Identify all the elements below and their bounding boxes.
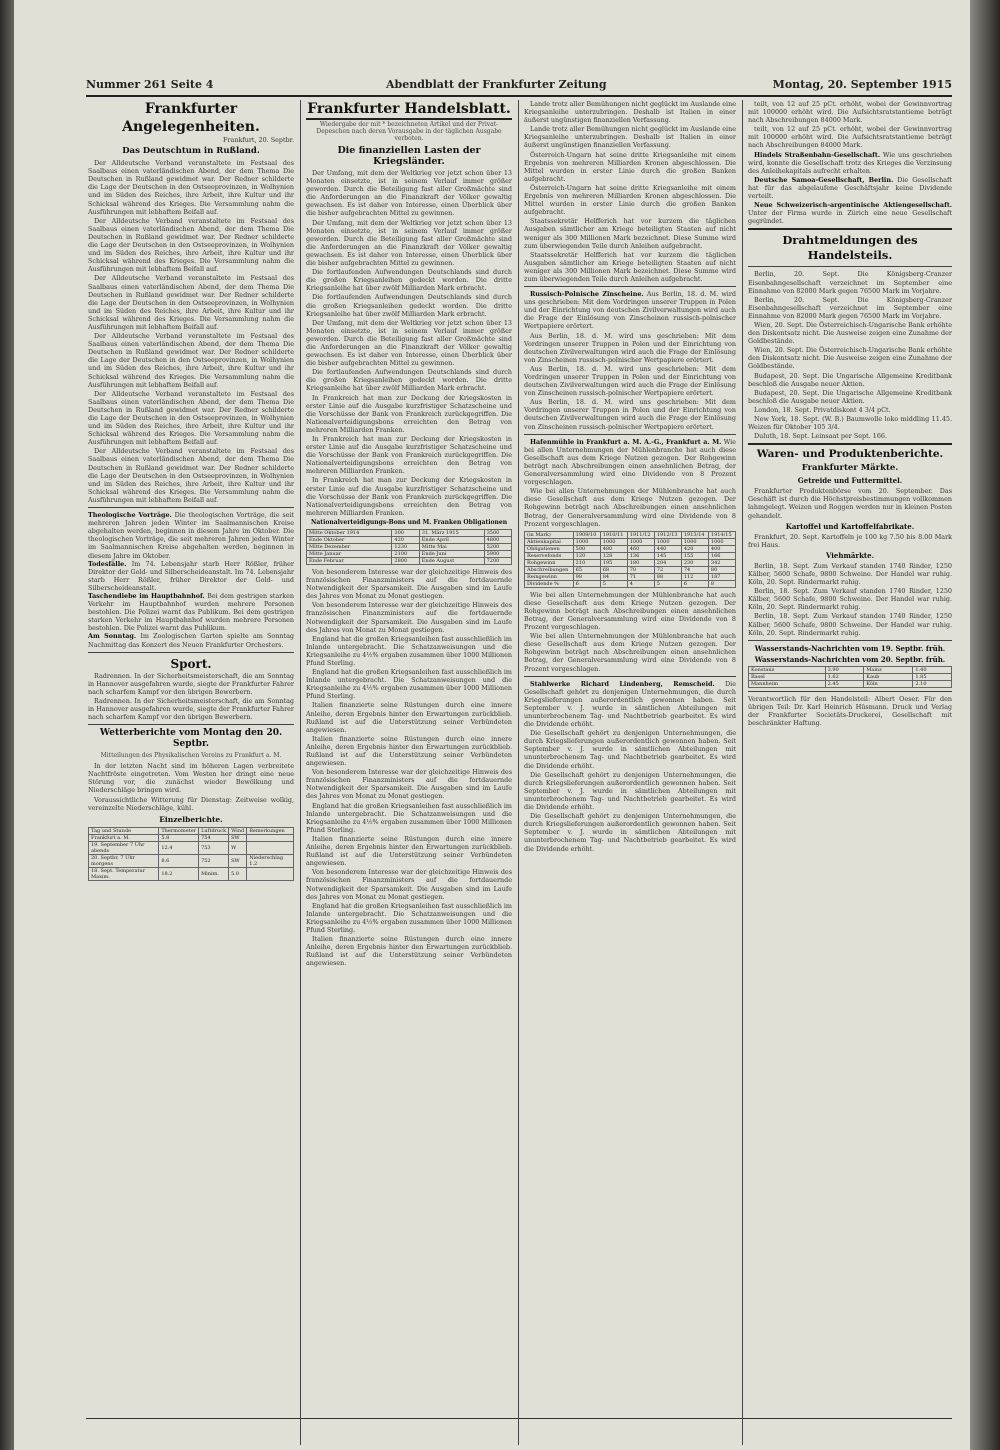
table-row: Obligationen 500 480 460 440 420 400 [525,545,736,552]
page-edge-shadow [970,0,1000,1450]
column-commerce-continued [524,100,736,1418]
company-report: Russisch-Polnische Zinscheine. Aus Berlin, 18. d. M. wird uns geschrieben: Mit dem Vordringen unserer Truppen in Polen und der Einrichtung von deutschen Zivilverwaltungen wird auch die Frage der Einlösung von Zinscheinen russisch-polnischer Wertpapiere erörtert. Aus Berlin, 18. d. M. wird uns geschrieben: Mit dem Vordringen unserer Truppen in Polen und der Einrichtung von deutschen Zivilverwaltungen wird auch die Frage der Einlösung von Zinscheinen russisch-polnischer Wertpapiere erörtert. Aus Berlin, 18. d. M. wird uns geschrieben: Mit dem Vordringen unserer Truppen in Polen und der Einrichtung von deutschen Zivilverwaltungen wird auch die Frage der Einlösung von Zinscheinen russisch-polnischer Wertpapiere erörtert. Aus Berlin, 18. d. M. wird uns geschrieben: Mit dem Vordringen unserer Truppen in Polen und der Einrichtung von deutschen Zivilverwaltungen wird auch die Frage der Einlösung von Zinscheinen russisch-polnischer Wertpapiere erörtert. [524,290,736,431]
bons-table-title: Nationalverteidigungs-Bons und M. Franken Obligationen [310,518,508,526]
potato-title: Kartoffel und Kartoffelfabrikate. [785,521,915,531]
news-brief: Taschendiebe im Hauptbahnhof. Bei dem gestrigen starken Verkehr im Hauptbahnhof wurden mehrere Personen bestohlen. Die Polizei warnt das Publikum. Bei dem gestrigen starken Verkehr im Hauptbahnhof wurden mehrere Personen bestohlen. Die Polizei warnt das Publikum. [88,591,294,633]
news-brief: Todesfälle. Im 74. Lebensjahr starb Herr Rößler, früher Direktor der Gold- und Silberscheideanstalt. Im 74. Lebensjahr starb Herr Rößler, früher Direktor der Gold- und Silberscheideanstalt. [88,559,294,592]
table-row: 19. September 7 Uhr abends 12.4 753 W [89,841,294,854]
weather-title: Wetterberichte vom Montag den 20. Septbr. [99,728,283,750]
article-continuation: Wie bei allen Unternehmungen der Mühlenbranche hat auch diese Gesellschaft aus dem Kriege Nutzen gezogen. Der Rohgewinn beträgt nach Abschreibungen einen ansehnlichen Betrag, der Generalversammlung wird eine Dividende von 8 Prozent vorgeschlagen. Wie bei allen Unternehmungen der Mühlenbranche hat auch diese Gesellschaft aus dem Kriege Nutzen gezogen. Der Rohgewinn beträgt nach Abschreibungen einen ansehnlichen Betrag, der Generalversammlung wird eine Dividende von 8 Prozent vorgeschlagen. [524,590,736,673]
sport-body: Radrennen. In der Sicherheitsmeisterschaft, die am Sonntag in Hannover ausgefahren wurde, siegte der Frankfurter Fahrer nach scharfem Kampf vor den übrigen Bewerbern. Radrennen. In der Sicherheitsmeisterschaft, die am Sonntag in Hannover ausgefahren wurde, siegte der Frankfurter Fahrer nach scharfem Kampf vor den übrigen Bewerbern. [88,671,294,722]
column-local-news [88,100,294,1418]
column-rule [742,100,743,1445]
potato-report: Frankfurt, 20. Sept. Kartoffeln je 100 kg 7.50 bis 8.00 Mark frei Haus. [748,532,952,549]
table-row: Dividende % 6 5 4 5 6 8 [525,580,736,587]
news-brief: Theologische Vorträge. Die theologischen Vorträge, die seit mehreren Jahren jeden Winter im Saalmannischen Kreise abgehalten werden, beginnen in diesem Jahre im Oktober. Die theologischen Vorträge, die seit mehreren Jahren jeden Winter im Saalmannischen Kreise abgehalten werden, beginnen in diesem Jahre im Oktober. [88,511,294,560]
weather-table-title: Einzelberichte. [159,814,223,824]
article-continuation: Von besonderem Interesse war der gleichzeitige Hinweis des französischen Finanzministers auf die fortdauernde Notwendigkeit der Sparsamkeit. Die Ausgaben sind im Laufe des Jahres von Monat zu Monat gestiegen. Von besonderem Interesse war der gleichzeitige Hinweis des französischen Finanzministers auf die fortdauernde Notwendigkeit der Sparsamkeit. Die Ausgaben sind im Laufe des Jahres von Monat zu Monat gestiegen. England hat die großen Kriegsanleihen fast ausschließlich im Inlande untergebracht. Die Schatzanweisungen und die Kriegsanleihe zu 4½% ergaben zusammen über 1000 Millionen Pfund Sterling. England hat die großen Kriegsanleihen fast ausschließlich im Inlande untergebracht. Die Schatzanweisungen und die Kriegsanleihe zu 4½% ergaben zusammen über 1000 Millionen Pfund Sterling. Italien finanzierte seine Rüstungen durch eine innere Anleihe, deren Ergebnis hinter den Erwartungen zurückblieb. Rußland ist auf die Unterstützung seiner Verbündeten angewiesen. Italien finanzierte seine Rüstungen durch eine innere Anleihe, deren Ergebnis hinter den Erwartungen zurückblieb. Rußland ist auf die Unterstützung seiner Verbündeten angewiesen. Von besonderem Interesse war der gleichzeitige Hinweis des französischen Finanzministers auf die fortdauernde Notwendigkeit der Sparsamkeit. Die Ausgaben sind im Laufe des Jahres von Monat zu Monat gestiegen. England hat die großen Kriegsanleihen fast ausschließlich im Inlande untergebracht. Die Schatzanweisungen und die Kriegsanleihe zu 4½% ergaben zusammen über 1000 Millionen Pfund Sterling. Italien finanzierte seine Rüstungen durch eine innere Anleihe, deren Ergebnis hinter den Erwartungen zurückblieb. Rußland ist auf die Unterstützung seiner Verbündeten angewiesen. Von besonderem Interesse war der gleichzeitige Hinweis des französischen Finanzministers auf die fortdauernde Notwendigkeit der Sparsamkeit. Die Ausgaben sind im Laufe des Jahres von Monat zu Monat gestiegen. England hat die großen Kriegsanleihen fast ausschließlich im Inlande untergebracht. Die Schatzanweisungen und die Kriegsanleihe zu 4½% ergaben zusammen über 1000 Millionen Pfund Sterling. Italien finanzierte seine Rüstungen durch eine innere Anleihe, deren Ergebnis hinter den Erwartungen zurückblieb. Rußland ist auf die Unterstützung seiner Verbündeten angewiesen. [306,567,512,968]
table-row: Reingewinn 98 84 71 88 112 187 [525,573,736,580]
wire-reports: Berlin, 20. Sept. Die Königsberg-Cranzer Eisenbahngesellschaft verzeichnet im September eine Einnahme von 82000 Mark gegen 76500 Mark im Vorjahre. Berlin, 20. Sept. Die Königsberg-Cranzer Eisenbahngesellschaft verzeichnet im September eine Einnahme von 82000 Mark gegen 76500 Mark im Vorjahre. Wien, 20. Sept. Die Österreichisch-Ungarische Bank erhöhte den Diskontsatz nicht. Die Ausweise zeigen eine Zunahme der Goldbestände. Wien, 20. Sept. Die Österreichisch-Ungarische Bank erhöhte den Diskontsatz nicht. Die Ausweise zeigen eine Zunahme der Goldbestände. Budapest, 20. Sept. Die Ungarische Allgemeine Kreditbank beschloß die Ausgabe neuer Aktien. Budapest, 20. Sept. Die Ungarische Allgemeine Kreditbank beschloß die Ausgabe neuer Aktien. London, 18. Sept. Privatdiskont 4 3/4 pCt. New York, 18. Sept. (W. B.) Baumwolle loko middling 11.45. Weizen für Oktober 105 3/4. Duluth, 18. Sept. Leinsaat per Sept. 166. [748,270,952,441]
water-levels-title: Wasserstands-Nachrichten vom 20. Septbr. früh. [754,654,946,664]
company-brief: Deutsche Samoa-Gesellschaft, Berlin. Die Gesellschaft hat für das abgelaufene Geschäftsjahr keine Dividende verteilt. [748,175,952,201]
divider [88,724,294,725]
divider [748,691,952,692]
article-headline: Das Deutschtum in Rußland. [122,146,260,157]
weather-body: In der letzten Nacht sind im höheren Lagen verbreitete Nachtfröste eingetreten. Vom Westen her dringt eine neue Störung vor, die zunächst wieder Bewölkung und Niederschläge bringen wird. Voraussichtliche Witterung für Dienstag: Zeitweise wolkig, vereinzelte Niederschläge, kühl. [88,762,294,812]
section-title-local: Frankfurter Angelegenheiten. [122,101,260,135]
header-rule [86,95,952,97]
water-levels-title: Wasserstands-Nachrichten vom 19. Septbr. früh. [754,643,946,653]
weather-subtitle: Mitteilungen des Physikalischen Vereins zu Frankfurt a. M. [100,752,282,760]
divider [524,676,736,677]
article-body: Der Alldeutsche Verband veranstaltete im Festsaal des Saalbaus einen vaterländischen Abend, der dem Thema Die Deutschen in Rußland gewidmet war. Der Redner schilderte die Lage der Deutschen in den Ostseeprovinzen, in Wolhynien und im Süden des Reiches, ihre Arbeit, ihre Kultur und ihr Schicksal während des Krieges. Die Versammlung nahm die Ausführungen mit lebhaftem Beifall auf. Der Alldeutsche Verband veranstaltete im Festsaal des Saalbaus einen vaterländischen Abend, der dem Thema Die Deutschen in Rußland gewidmet war. Der Redner schilderte die Lage der Deutschen in den Ostseeprovinzen, in Wolhynien und im Süden des Reiches, ihre Arbeit, ihre Kultur und ihr Schicksal während des Krieges. Die Versammlung nahm die Ausführungen mit lebhaftem Beifall auf. Der Alldeutsche Verband veranstaltete im Festsaal des Saalbaus einen vaterländischen Abend, der dem Thema Die Deutschen in Rußland gewidmet war. Der Redner schilderte die Lage der Deutschen in den Ostseeprovinzen, in Wolhynien und im Süden des Reiches, ihre Arbeit, ihre Kultur und ihr Schicksal während des Krieges. Die Versammlung nahm die Ausführungen mit lebhaftem Beifall auf. Der Alldeutsche Verband veranstaltete im Festsaal des Saalbaus einen vaterländischen Abend, der dem Thema Die Deutschen in Rußland gewidmet war. Der Redner schilderte die Lage der Deutschen in den Ostseeprovinzen, in Wolhynien und im Süden des Reiches, ihre Arbeit, ihre Kultur und ihr Schicksal während des Krieges. Die Versammlung nahm die Ausführungen mit lebhaftem Beifall auf. Der Alldeutsche Verband veranstaltete im Festsaal des Saalbaus einen vaterländischen Abend, der dem Thema Die Deutschen in Rußland gewidmet war. Der Redner schilderte die Lage der Deutschen in den Ostseeprovinzen, in Wolhynien und im Süden des Reiches, ihre Arbeit, ihre Kultur und ihr Schicksal während des Krieges. Die Versammlung nahm die Ausführungen mit lebhaftem Beifall auf. Der Alldeutsche Verband veranstaltete im Festsaal des Saalbaus einen vaterländischen Abend, der dem Thema Die Deutschen in Rußland gewidmet war. Der Redner schilderte die Lage der Deutschen in den Ostseeprovinzen, in Wolhynien und im Süden des Reiches, ihre Arbeit, ihre Kultur und ihr Schicksal während des Krieges. Die Versammlung nahm die Ausführungen mit lebhaftem Beifall auf. [88,159,294,504]
table-row: Aktienkapital 1000 1000 1000 1000 1000 1000 [525,538,736,545]
news-brief: Am Sonntag. Im Zoologischen Garten spielte am Sonntag Nachmittag das Konzert des Neuen Frankfurter Orchesters. [88,632,294,649]
table-row: Mannheim 2.45 Köln 2.10 [749,680,952,687]
article-continuation: Lande trotz aller Bemühungen nicht geglückt im Auslande eine Kriegsanleihe unterzubringen. Deshalb ist Italien in einer äußerst ungünstigen finanziellen Verfassung. Lande trotz aller Bemühungen nicht geglückt im Auslande eine Kriegsanleihe unterzubringen. Deshalb ist Italien in einer äußerst ungünstigen finanziellen Verfassung. Österreich-Ungarn hat seine dritte Kriegsanleihe mit einem Ergebnis von mehreren Milliarden Kronen abgeschlossen. Die Mittel wurden in erster Linie durch die großen Banken aufgebracht. Österreich-Ungarn hat seine dritte Kriegsanleihe mit einem Ergebnis von mehreren Milliarden Kronen abgeschlossen. Die Mittel wurden in erster Linie durch die großen Banken aufgebracht. Staatssekretär Helfferich hat vor kurzem die täglichen Ausgaben sämtlicher am Kriege beteiligten Staaten auf nicht weniger als 300 Millionen Mark bezeichnet. Diese Summe wird zum überwiegenden Teile durch Anleihen aufgebracht. Staatssekretär Helfferich hat vor kurzem die täglichen Ausgaben sämtlicher am Kriege beteiligten Staaten auf nicht weniger als 300 Millionen Mark bezeichnet. Diese Summe wird zum überwiegenden Teile durch Anleihen aufgebracht. [524,100,736,283]
grain-report: Frankfurter Produktenbörse vom 20. September. Das Geschäft ist durch die Höchstpreisbestimmungen vollkommen lahmgelegt. Weizen und Roggen werden nur in kleinen Posten gehandelt. [748,487,952,520]
table-row: 18. Sept. Temperatur Maxim. 18.2 Minim. 5.0 [89,867,294,880]
divider [524,434,736,435]
article-continuation: teilt, von 12 auf 25 pCt. erhöht, wobei der Gewinnvortrag mit 100000 erhöht wird. Die Aufsichtsratstantieme beträgt nach Abschreibungen 84000 Mark. teilt, von 12 auf 25 pCt. erhöht, wobei der Gewinnvortrag mit 100000 erhöht wird. Die Aufsichtsratstantieme beträgt nach Abschreibungen 84000 Mark. [748,100,952,150]
section-title-commerce: Frankfurter Handelsblatt. [306,100,512,120]
water-levels-table [748,666,952,688]
table-row: Mitte Oktober 1914 300 31. März 1915 3500 [307,529,512,536]
weather-table: Tag und Stunde Thermometer Luftdruck Wind Bemerkungen Frankfurt a. M. 5.8 754 SW 19. September 7 Uhr abends 12.4 753 W 20. Septbr. 7 Uhr morgens 8.6 752 SW Niederschlag 1.2 18. Sept. Temperatur Maxim. 18.2 Minim. 5.0 [88,827,294,881]
divider [524,286,736,287]
commerce-notice: Wiedergabe der mit * bezeichneten Artikel und der Privat-Depeschen nach deren Vorausgabe in der täglichen Ausgabe verboten. [316,121,502,142]
table-row: Abschreibungen 65 68 70 72 74 80 [525,566,736,573]
table-row: Rohgewinn 210 195 180 204 230 342 [525,559,736,566]
table-row: Basel 1.62 Kaub 1.85 [749,673,952,680]
livestock-title: Viehmärkte. [825,550,875,560]
dateline: Frankfurt, 20. Septbr. [223,136,294,144]
column-rule [518,100,519,1445]
divider [748,640,952,641]
table-row: Ende Oktober 420 Ende April 4800 [307,536,512,543]
livestock-report: Berlin, 18. Sept. Zum Verkauf standen 1740 Rinder, 1250 Kälber, 5600 Schafe, 9800 Schweine. Der Handel war ruhig. Köln, 20. Sept. Rindermarkt ruhig. Berlin, 18. Sept. Zum Verkauf standen 1740 Rinder, 1250 Kälber, 5600 Schafe, 9800 Schweine. Der Handel war ruhig. Köln, 20. Sept. Rindermarkt ruhig. Berlin, 18. Sept. Zum Verkauf standen 1740 Rinder, 1250 Kälber, 5600 Schafe, 9800 Schweine. Der Handel war ruhig. Köln, 20. Sept. Rindermarkt ruhig. [748,561,952,637]
page-header [86,78,952,94]
divider [748,228,952,230]
balance-table: (in Mark) 1909/10 1910/11 1911/12 1912/13 1913/14 1914/15 Aktienkapital 1000 1000 1000 1000 1000 1000 Obligationen 500 480 460 440 420 400 Reservefonds 120 128 136 145 155 166 Rohgewinn 210 195 180 204 230 342 Abschreibungen 65 68 70 72 74 80 Reingewinn 98 84 71 88 112 187 Dividende % 6 5 4 5 6 8 [524,531,736,588]
table-row: Mitte Januar 2100 Ende Juni 5900 [307,550,512,557]
imprint: Verantwortlich für den Handelsteil: Albert Oeser. Für den übrigen Teil: Dr. Karl Heinrich Hüsmann. Druck und Verlag der Frankfurter Societäts-Druckerei, Gesellschaft mit beschränkter Haftung. [748,694,952,727]
column-wire-and-markets [748,100,952,1418]
divider [88,652,294,653]
table-row: Ende Februar 2800 Ende August 7200 [307,557,512,564]
paper-name: Abendblatt der Frankfurter Zeitung [386,78,607,91]
divider [748,443,952,445]
section-title-sport: Sport. [170,656,212,671]
company-brief: Neue Schweizerisch-argentinische Aktiengesellschaft. Unter der Firma wurde in Zürich eine neue Gesellschaft gegründet. [748,201,952,226]
markets-subtitle: Frankfurter Märkte. [801,463,899,474]
table-row: Mitte Dezember 1230 Mitte Mai 5200 [307,543,512,550]
table-row: Konstanz 3.90 Mainz 1.40 [749,666,952,673]
column-commerce [306,100,512,1418]
table-row: 20. Septbr. 7 Uhr morgens 8.6 752 SW Niederschlag 1.2 [89,854,294,867]
bons-table [306,529,512,565]
section-title-markets: Waren- und Produktenberichte. [756,448,944,461]
grain-title: Getreide und Futtermittel. [797,476,903,486]
lead-headline: Die finanziellen Lasten der Kriegsländer. [337,145,481,167]
book-spine [0,0,14,1450]
column-rule [300,100,301,1445]
divider [748,266,952,267]
table-row: Reservefonds 120 128 136 145 155 166 [525,552,736,559]
issue-date: Montag, 20. September 1915 [772,78,952,91]
company-report: Hafenmühle in Frankfurt a. M. A.-G., Frankfurt a. M. Wie bei allen Unternehmungen der Mühlenbranche hat auch diese Gesellschaft aus dem Kriege Nutzen gezogen. Der Rohgewinn beträgt nach Abschreibungen einen ansehnlichen Betrag, der Generalversammlung wird eine Dividende von 8 Prozent vorgeschlagen. Wie bei allen Unternehmungen der Mühlenbranche hat auch diese Gesellschaft aus dem Kriege Nutzen gezogen. Der Rohgewinn beträgt nach Abschreibungen einen ansehnlichen Betrag, der Generalversammlung wird eine Dividende von 8 Prozent vorgeschlagen. [524,437,736,528]
footer-rule [86,1418,952,1419]
divider [88,507,294,508]
company-brief: Hindels Straßenbahn-Gesellschaft. Wie uns geschrieben wird, konnte die Gesellschaft trotz des Krieges die Verzinsung des Anleihekapitals aufrecht erhalten. [748,150,952,175]
section-title-wire: Drahtmeldungen des Handelsteils. [782,233,918,263]
company-report: Stahlwerke Richard Lindenberg, Remscheid. Die Gesellschaft gehört zu denjenigen Unternehmungen, die durch Kriegslieferungen außerordentlich gewonnen haben. Seit September v. J. wurde in sämtlichen Abteilungen mit ununterbrochenem Tag- und Nachtbetrieb gearbeitet. Es wird die Dividende erhöht. Die Gesellschaft gehört zu denjenigen Unternehmungen, die durch Kriegslieferungen außerordentlich gewonnen haben. Seit September v. J. wurde in sämtlichen Abteilungen mit ununterbrochenem Tag- und Nachtbetrieb gearbeitet. Es wird die Dividende erhöht. Die Gesellschaft gehört zu denjenigen Unternehmungen, die durch Kriegslieferungen außerordentlich gewonnen haben. Seit September v. J. wurde in sämtlichen Abteilungen mit ununterbrochenem Tag- und Nachtbetrieb gearbeitet. Es wird die Dividende erhöht. Die Gesellschaft gehört zu denjenigen Unternehmungen, die durch Kriegslieferungen außerordentlich gewonnen haben. Seit September v. J. wurde in sämtlichen Abteilungen mit ununterbrochenem Tag- und Nachtbetrieb gearbeitet. Es wird die Dividende erhöht. [524,679,736,853]
table-row: Frankfurt a. M. 5.8 754 SW [89,834,294,841]
lead-article-body: Der Umfang, mit dem der Weltkrieg vor jetzt schon über 13 Monaten einsetzte, ist in seinem Verlauf immer größer geworden. Durch die Beteiligung fast aller Großmächte sind die Anforderungen an die Finanzkraft der Völker gewaltig gewachsen. Es ist daher von Interesse, einen Überblick über die bisher aufgebrachten Mittel zu gewinnen. Der Umfang, mit dem der Weltkrieg vor jetzt schon über 13 Monaten einsetzte, ist in seinem Verlauf immer größer geworden. Durch die Beteiligung fast aller Großmächte sind die Anforderungen an die Finanzkraft der Völker gewaltig gewachsen. Es ist daher von Interesse, einen Überblick über die bisher aufgebrachten Mittel zu gewinnen. Die fortlaufenden Aufwendungen Deutschlands sind durch die großen Kriegsanleihen gedeckt worden. Die dritte Kriegsanleihe hat über zwölf Milliarden Mark erbracht. Die fortlaufenden Aufwendungen Deutschlands sind durch die großen Kriegsanleihen gedeckt worden. Die dritte Kriegsanleihe hat über zwölf Milliarden Mark erbracht. Der Umfang, mit dem der Weltkrieg vor jetzt schon über 13 Monaten einsetzte, ist in seinem Verlauf immer größer geworden. Durch die Beteiligung fast aller Großmächte sind die Anforderungen an die Finanzkraft der Völker gewaltig gewachsen. Es ist daher von Interesse, einen Überblick über die bisher aufgebrachten Mittel zu gewinnen. Die fortlaufenden Aufwendungen Deutschlands sind durch die großen Kriegsanleihen gedeckt worden. Die dritte Kriegsanleihe hat über zwölf Milliarden Mark erbracht. In Frankreich hat man zur Deckung der Kriegskosten in erster Linie auf die Ausgabe kurzfristiger Schatzscheine und die Vorschüsse der Bank von Frankreich zurückgegriffen. Die Nationalverteidigungsbons erreichten den Betrag von mehreren Milliarden Franken. In Frankreich hat man zur Deckung der Kriegskosten in erster Linie auf die Ausgabe kurzfristiger Schatzscheine und die Vorschüsse der Bank von Frankreich zurückgegriffen. Die Nationalverteidigungsbons erreichten den Betrag von mehreren Milliarden Franken. In Frankreich hat man zur Deckung der Kriegskosten in erster Linie auf die Ausgabe kurzfristiger Schatzscheine und die Vorschüsse der Bank von Frankreich zurückgegriffen. Die Nationalverteidigungsbons erreichten den Betrag von mehreren Milliarden Franken. [306,169,512,517]
issue-number: Nummer 261 Seite 4 [86,78,214,91]
